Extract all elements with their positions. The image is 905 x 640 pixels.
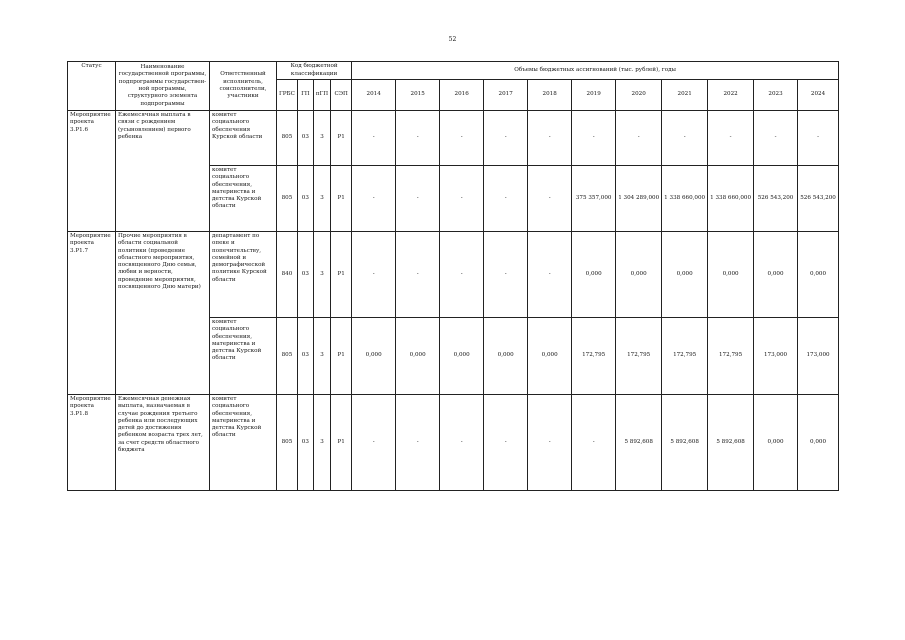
- value-cell: -: [754, 111, 798, 166]
- code-cell: 3: [313, 232, 330, 318]
- value-cell: -: [528, 232, 572, 318]
- value-cell: -: [528, 111, 572, 166]
- value-cell: 0,000: [396, 318, 440, 395]
- value-cell: -: [572, 395, 616, 491]
- header-year: 2022: [708, 80, 754, 111]
- header-code-sep: СЭП: [331, 80, 352, 111]
- header-code-pgp: пГП: [313, 80, 330, 111]
- status-cell: Мероприятие проекта 3.Р1.6: [68, 111, 116, 232]
- code-cell: Р1: [331, 166, 352, 232]
- value-cell: -: [572, 111, 616, 166]
- code-cell: 3: [313, 111, 330, 166]
- header-responsible: Ответственный исполнитель, соисполнители, участники: [210, 62, 277, 111]
- code-cell: 3: [313, 166, 330, 232]
- code-cell: 3: [313, 395, 330, 491]
- value-cell: -: [352, 166, 396, 232]
- value-cell: 173,000: [754, 318, 798, 395]
- value-cell: -: [440, 111, 484, 166]
- value-cell: 0,000: [440, 318, 484, 395]
- code-cell: 805: [277, 318, 298, 395]
- value-cell: 526 543,200: [798, 166, 839, 232]
- responsible-cell: комитет социального обеспечения, материнства и детства Курской области: [210, 318, 277, 395]
- value-cell: 526 543,200: [754, 166, 798, 232]
- value-cell: 0,000: [352, 318, 396, 395]
- value-cell: 172,795: [616, 318, 662, 395]
- code-cell: 805: [277, 395, 298, 491]
- value-cell: 5 892,608: [708, 395, 754, 491]
- value-cell: -: [396, 166, 440, 232]
- code-cell: Р1: [331, 232, 352, 318]
- value-cell: -: [440, 232, 484, 318]
- header-budget-code: Код бюджетной классификации: [277, 62, 352, 80]
- status-cell: Мероприятие проекта 3.Р1.7: [68, 232, 116, 395]
- header-code-gp: ГП: [297, 80, 313, 111]
- value-cell: 173,000: [798, 318, 839, 395]
- value-cell: -: [484, 395, 528, 491]
- header-year: 2018: [528, 80, 572, 111]
- value-cell: -: [798, 111, 839, 166]
- responsible-cell: комитет социального обеспечения Курской области: [210, 111, 277, 166]
- program-name-cell: Прочие мероприятия в области социальной политики (проведение областного мероприятия, посвященного Дню семьи, любви и верности, проведение мероприятия, посвященного Дню матери): [116, 232, 210, 395]
- value-cell: -: [528, 395, 572, 491]
- code-cell: 805: [277, 166, 298, 232]
- value-cell: -: [352, 111, 396, 166]
- value-cell: 0,000: [528, 318, 572, 395]
- value-cell: 0,000: [616, 232, 662, 318]
- value-cell: 172,795: [662, 318, 708, 395]
- value-cell: 0,000: [572, 232, 616, 318]
- program-name-cell: Ежемесячная денежная выплата, назначаемая в случае рождения третьего ребенка или последующих детей до достижения ребенком возраста трех лет, за счет средств областного бюджета: [116, 395, 210, 491]
- header-year: 2014: [352, 80, 396, 111]
- value-cell: -: [484, 111, 528, 166]
- value-cell: 0,000: [754, 395, 798, 491]
- header-code-grbs: ГРБС: [277, 80, 298, 111]
- value-cell: -: [528, 166, 572, 232]
- code-cell: 3: [313, 318, 330, 395]
- header-year: 2015: [396, 80, 440, 111]
- value-cell: 0,000: [708, 232, 754, 318]
- code-cell: Р1: [331, 318, 352, 395]
- value-cell: 1 304 289,000: [616, 166, 662, 232]
- value-cell: 375 357,000: [572, 166, 616, 232]
- status-cell: Мероприятие проекта 3.Р1.8: [68, 395, 116, 491]
- responsible-cell: комитет социального обеспечения, материнства и детства Курской области: [210, 395, 277, 491]
- value-cell: -: [440, 395, 484, 491]
- budget-allocation-table: [67, 61, 839, 491]
- value-cell: -: [708, 111, 754, 166]
- header-volumes: Объемы бюджетных ассигнований (тыс. рублей), годы: [352, 62, 839, 80]
- value-cell: 0,000: [662, 232, 708, 318]
- value-cell: 5 892,608: [616, 395, 662, 491]
- program-name-cell: Ежемесячная выплата в связи с рождением (усыновлением) первого ребенка: [116, 111, 210, 232]
- value-cell: 0,000: [798, 395, 839, 491]
- header-year: 2021: [662, 80, 708, 111]
- header-year: 2017: [484, 80, 528, 111]
- page-number: 52: [448, 36, 457, 43]
- responsible-cell: департамент по опеке и попечительству, семейной и демографической политике Курской области: [210, 232, 277, 318]
- code-cell: Р1: [331, 395, 352, 491]
- value-cell: -: [440, 166, 484, 232]
- header-year: 2020: [616, 80, 662, 111]
- code-cell: 805: [277, 111, 298, 166]
- header-year: 2024: [798, 80, 839, 111]
- value-cell: 0,000: [798, 232, 839, 318]
- code-cell: 03: [297, 166, 313, 232]
- header-program-name: Наименование государственной программы, подпрограммы государствен-ной программы, структурного элемента подпрограммы: [116, 62, 210, 111]
- value-cell: -: [484, 166, 528, 232]
- value-cell: -: [484, 232, 528, 318]
- value-cell: -: [396, 111, 440, 166]
- header-year: 2019: [572, 80, 616, 111]
- value-cell: 172,795: [572, 318, 616, 395]
- table-row: [68, 395, 839, 491]
- code-cell: 03: [297, 232, 313, 318]
- responsible-cell: комитет социального обеспечения, материнства и детства Курской области: [210, 166, 277, 232]
- value-cell: 0,000: [754, 232, 798, 318]
- code-cell: 03: [297, 111, 313, 166]
- value-cell: 172,795: [708, 318, 754, 395]
- value-cell: -: [616, 111, 662, 166]
- value-cell: 5 892,608: [662, 395, 708, 491]
- value-cell: 1 338 660,000: [708, 166, 754, 232]
- value-cell: 0,000: [484, 318, 528, 395]
- table-row: [68, 111, 839, 166]
- value-cell: -: [352, 232, 396, 318]
- value-cell: -: [396, 232, 440, 318]
- table-row: [68, 232, 839, 318]
- value-cell: -: [352, 395, 396, 491]
- value-cell: 1 338 660,000: [662, 166, 708, 232]
- header-year: 2016: [440, 80, 484, 111]
- value-cell: -: [396, 395, 440, 491]
- code-cell: Р1: [331, 111, 352, 166]
- code-cell: 03: [297, 318, 313, 395]
- code-cell: 840: [277, 232, 298, 318]
- header-year: 2023: [754, 80, 798, 111]
- value-cell: -: [662, 111, 708, 166]
- header-status: Статус: [68, 62, 116, 111]
- code-cell: 03: [297, 395, 313, 491]
